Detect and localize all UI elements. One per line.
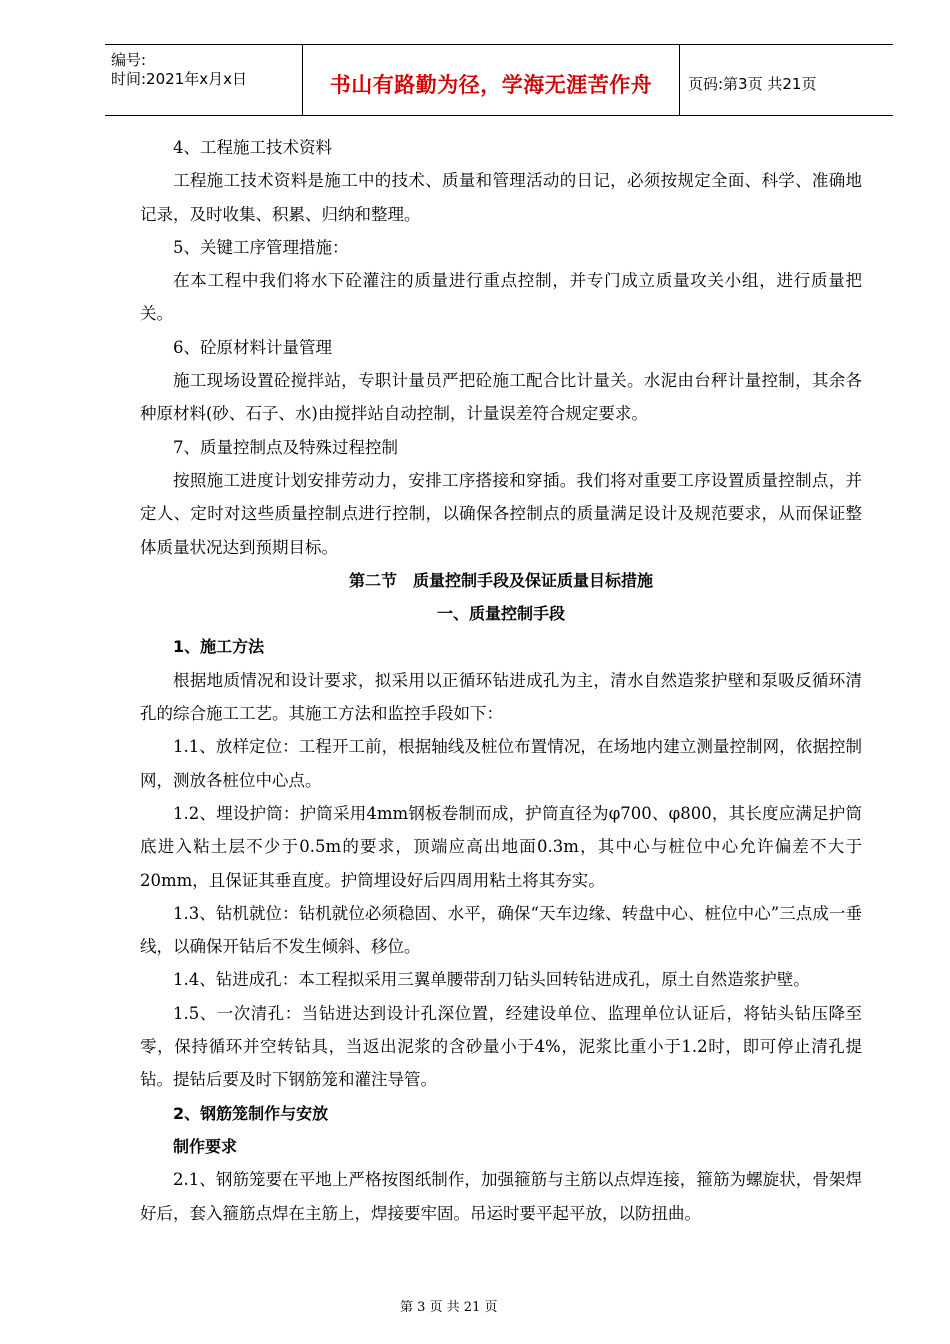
paragraph: 1.3、钻机就位：钻机就位必须稳固、水平，确保“天车边缘、转盘中心、桩位中心”三点成一垂线，以确保开钻后不发生倾斜、移位。	[140, 903, 862, 957]
doc-time-label: 时间:2021年x月x日	[111, 70, 247, 88]
section-heading: 5、关键工序管理措施：	[173, 237, 349, 257]
page-footer: 第 3 页 共 21 页	[400, 1300, 498, 1315]
header-meta	[105, 45, 303, 115]
paragraph: 根据地质情况和设计要求，拟采用以正循环钻进成孔为主，清水自然造浆护壁和泵吸反循环清孔的综合施工工艺。其施工方法和监控手段如下：	[140, 670, 862, 724]
page-header	[105, 44, 893, 116]
section-heading: 6、砼原材料计量管理	[173, 337, 332, 357]
chapter-title: 第二节 质量控制手段及保证质量目标措施	[348, 570, 653, 590]
paragraph: 1.5、一次清孔：当钻进达到设计孔深位置，经建设单位、监理单位认证后，将钻头钻压降至零，保持循环并空转钻具，当返出泥浆的含砂量小于4%，泥浆比重小于1.2时，即可停止清孔提钻。提钻后要及时下钢筋笼和灌注导管。	[140, 1003, 862, 1090]
paragraph: 工程施工技术资料是施工中的技术、质量和管理活动的日记，必须按规定全面、科学、准确地记录，及时收集、积累、归纳和整理。	[140, 171, 862, 224]
paragraph: 按照施工进度计划安排劳动力，安排工序搭接和穿插。我们将对重要工序设置质量控制点，并定人、定时对这些质量控制点进行控制，以确保各控制点的质量满足设计及规范要求，从而保证整体质量状况达到预期目标。	[140, 470, 862, 557]
paragraph: 在本工程中我们将水下砼灌注的质量进行重点控制，并专门成立质量攻关小组，进行质量把关。	[140, 271, 862, 324]
section-heading: 4、工程施工技术资料	[173, 138, 332, 157]
doc-number-label: 编号:	[111, 51, 147, 69]
subsection-heading: 制作要求	[173, 1136, 238, 1156]
subchapter-title: 一、质量控制手段	[436, 604, 565, 624]
paragraph: 施工现场设置砼搅拌站，专职计量员严把砼施工配合比计量关。水泥由台秤计量控制，其余各种原材料(砂、石子、水)由搅拌站自动控制，计量误差符合规定要求。	[140, 371, 862, 424]
paragraph: 1.4、钻进成孔：本工程拟采用三翼单腰带刮刀钻头回转钻进成孔，原土自然造浆护壁。	[173, 970, 810, 990]
header-motto: 书山有路勤为径，学海无涯苦作舟	[303, 45, 680, 115]
paragraph: 1.2、埋设护筒：护筒采用4mm钢板卷制而成，护筒直径为φ700、φ800，其长度应满足护筒底进入粘土层不少于0.5m的要求，顶端应高出地面0.3m，其中心与桩位中心允许偏差不大于20mm，且保证其垂直度。护筒埋设好后四周用粘土将其夯实。	[140, 803, 862, 890]
document-body	[140, 131, 862, 1230]
paragraph: 2.1、钢筋笼要在平地上严格按图纸制作，加强箍筋与主筋以点焊连接，箍筋为螺旋状，骨架焊好后，套入箍筋点焊在主筋上，焊接要牢固。吊运时要平起平放，以防扭曲。	[140, 1170, 862, 1223]
paragraph: 1.1、放样定位：工程开工前，根据轴线及桩位布置情况，在场地内建立测量控制网，依据控制网，测放各桩位中心点。	[140, 737, 862, 790]
header-page-number: 页码:第3页 共21页	[688, 74, 817, 93]
section-heading: 7、质量控制点及特殊过程控制	[173, 437, 398, 457]
subsection-heading: 2、钢筋笼制作与安放	[173, 1103, 329, 1123]
subsection-heading: 1、施工方法	[173, 637, 265, 657]
